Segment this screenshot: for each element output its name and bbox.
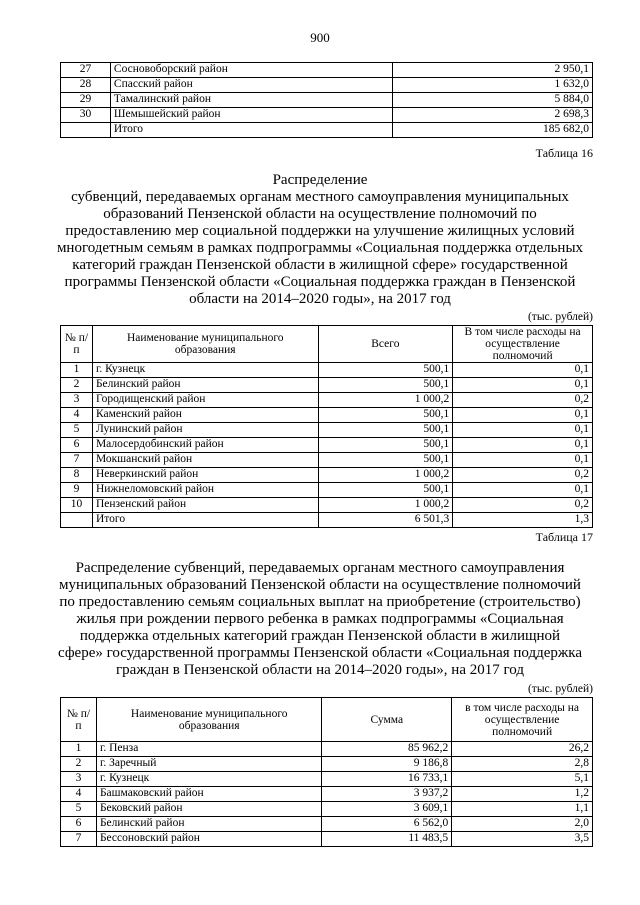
row-total: 1 000,2: [318, 498, 453, 513]
row-total: 500,1: [318, 438, 453, 453]
row-total: 500,1: [318, 453, 453, 468]
row-total: 6 562,0: [322, 817, 452, 832]
row-part: 0,2: [453, 393, 593, 408]
table-row: [61, 108, 593, 123]
table-16-heading: [40, 172, 600, 308]
row-name: Бековский район: [96, 802, 322, 817]
heading-line: образований Пензенской области на осуществление полномочий по: [103, 206, 537, 222]
table-row: [61, 378, 593, 393]
row-total: 1 000,2: [318, 468, 453, 483]
row-part: 2,8: [452, 757, 593, 772]
row-number: 7: [61, 832, 97, 847]
row-part: 1,1: [452, 802, 593, 817]
row-number: 10: [61, 498, 93, 513]
heading-line: сфере» государственной программы Пензенской области «Социальная поддержка: [57, 645, 583, 661]
row-number: 6: [61, 817, 97, 832]
row-name: г. Пенза: [96, 742, 322, 757]
row-number: 2: [61, 378, 93, 393]
table-row: [61, 123, 593, 138]
row-number: 1: [61, 363, 93, 378]
row-part: 0,1: [453, 378, 593, 393]
row-part: 0,1: [453, 423, 593, 438]
heading-line: Распределение субвенций, передаваемых органам местного самоуправления: [75, 560, 565, 576]
table-17-heading: [40, 560, 600, 679]
row-number: 8: [61, 468, 93, 483]
heading-line: категорий граждан Пензенской области в жилищной сфере» государственной: [72, 257, 568, 273]
row-part: 0,1: [453, 438, 593, 453]
row-part: 2,0: [452, 817, 593, 832]
row-total: 3 937,2: [322, 787, 452, 802]
row-name: Спасский район: [110, 78, 393, 93]
table-row: [61, 468, 593, 483]
table-row: [61, 63, 593, 78]
row-total: 500,1: [318, 363, 453, 378]
row-number: 4: [61, 408, 93, 423]
row-number: 7: [61, 453, 93, 468]
row-part: 0,1: [453, 408, 593, 423]
row-name: Итого: [110, 123, 393, 138]
row-name: Шемышейский район: [110, 108, 393, 123]
table-row: [61, 757, 593, 772]
row-name: Тамалинский район: [110, 93, 393, 108]
page-number: 900: [310, 30, 330, 45]
table-row: [61, 93, 593, 108]
row-name: Лунинский район: [92, 423, 318, 438]
table-17-units: (тыс. рублей): [527, 683, 593, 695]
table-row: [61, 832, 593, 847]
table-row: [61, 423, 593, 438]
row-number: 5: [61, 802, 97, 817]
heading-line: многодетным семьям в рамках подпрограммы «Социальная поддержка отдельных: [56, 240, 584, 256]
row-number: 29: [61, 93, 111, 108]
row-part: 0,1: [453, 363, 593, 378]
row-name: Сосновоборский район: [110, 63, 393, 78]
row-name: Башмаковский район: [96, 787, 322, 802]
heading-line: поддержка отдельных категорий граждан Пензенской области в жилищной: [79, 628, 561, 644]
heading-line: субвенций, передаваемых органам местного самоуправления муниципальных: [71, 189, 569, 205]
table-17: [60, 697, 593, 847]
col-header-part: в том числе расходы на осуществление полномочий: [452, 698, 593, 742]
row-name: Нижнеломовский район: [92, 483, 318, 498]
row-number: 2: [61, 757, 97, 772]
row-total: 500,1: [318, 423, 453, 438]
row-name: Бессоновский район: [96, 832, 322, 847]
row-part: 0,2: [453, 498, 593, 513]
col-header-num: № п/п: [61, 698, 97, 742]
table-row: [61, 772, 593, 787]
row-sum: 2 698,3: [393, 108, 593, 123]
row-sum: 5 884,0: [393, 93, 593, 108]
row-number: 4: [61, 787, 97, 802]
table-row: [61, 742, 593, 757]
row-name: Итого: [92, 513, 318, 528]
table-row: [61, 78, 593, 93]
table-row: [61, 787, 593, 802]
row-part: 5,1: [452, 772, 593, 787]
row-number: [61, 513, 93, 528]
row-name: г. Кузнецк: [92, 363, 318, 378]
row-number: 27: [61, 63, 111, 78]
row-number: 5: [61, 423, 93, 438]
col-header-total: Всего: [318, 326, 453, 363]
row-part: 0,1: [453, 483, 593, 498]
row-number: 30: [61, 108, 111, 123]
row-total: 6 501,3: [318, 513, 453, 528]
row-number: 3: [61, 393, 93, 408]
row-part: 26,2: [452, 742, 593, 757]
row-number: 6: [61, 438, 93, 453]
table-row: [61, 363, 593, 378]
heading-line: программы Пензенской области «Социальная поддержка граждан в Пензенской: [64, 274, 576, 290]
table-16-label: Таблица 16: [535, 146, 593, 160]
row-total: 1 000,2: [318, 393, 453, 408]
row-total: 3 609,1: [322, 802, 452, 817]
row-total: 85 962,2: [322, 742, 452, 757]
table-row: [61, 817, 593, 832]
row-name: Городищенский район: [92, 393, 318, 408]
row-name: Малосердобинский район: [92, 438, 318, 453]
row-number: [61, 123, 111, 138]
row-total: 16 733,1: [322, 772, 452, 787]
col-header-name: Наименование муниципального образования: [96, 698, 322, 742]
row-part: 1,2: [452, 787, 593, 802]
row-number: 9: [61, 483, 93, 498]
row-name: Мокшанский район: [92, 453, 318, 468]
heading-line: области на 2014–2020 годы», на 2017 год: [189, 291, 451, 307]
heading-line: граждан в Пензенской области на 2014–2020 годы», на 2017 год: [116, 662, 524, 678]
heading-line: жилья при рождении первого ребенка в рамках подпрограммы «Социальная: [76, 611, 564, 627]
row-name: Каменский район: [92, 408, 318, 423]
table-row: [61, 453, 593, 468]
row-name: Белинский район: [96, 817, 322, 832]
row-total: 11 483,5: [322, 832, 452, 847]
row-part: 1,3: [453, 513, 593, 528]
row-number: 28: [61, 78, 111, 93]
row-number: 1: [61, 742, 97, 757]
table-row: [61, 408, 593, 423]
table-row: [61, 393, 593, 408]
table-17-label: Таблица 17: [535, 530, 593, 544]
col-header-name: Наименование муниципального образования: [92, 326, 318, 363]
row-total: 500,1: [318, 483, 453, 498]
row-sum: 1 632,0: [393, 78, 593, 93]
col-header-part: В том числе расходы на осуществление полномочий: [453, 326, 593, 363]
row-number: 3: [61, 772, 97, 787]
heading-line: по предоставлению семьям социальных выплат на приобретение (строительство): [59, 594, 581, 610]
row-name: г. Заречный: [96, 757, 322, 772]
table-row: [61, 438, 593, 453]
heading-line: муниципальных образований Пензенской области на осуществление полномочий: [59, 577, 581, 593]
table-15-tail: [60, 62, 593, 138]
row-total: 500,1: [318, 378, 453, 393]
table-16-units: (тыс. рублей): [527, 311, 593, 323]
table-row: [61, 498, 593, 513]
row-total: 500,1: [318, 408, 453, 423]
row-part: 0,1: [453, 453, 593, 468]
col-header-num: № п/п: [61, 326, 93, 363]
heading-line: Распределение: [272, 172, 368, 188]
row-sum: 2 950,1: [393, 63, 593, 78]
table-16: [60, 325, 593, 528]
table-row: [61, 802, 593, 817]
row-total: 9 186,8: [322, 757, 452, 772]
row-part: 0,2: [453, 468, 593, 483]
col-header-total: Сумма: [322, 698, 452, 742]
row-name: Пензенский район: [92, 498, 318, 513]
table-row: [61, 483, 593, 498]
heading-line: предоставлению мер социальной поддержки на улучшение жилищных условий: [65, 223, 575, 239]
row-sum: 185 682,0: [393, 123, 593, 138]
row-name: г. Кузнецк: [96, 772, 322, 787]
row-name: Белинский район: [92, 378, 318, 393]
row-name: Неверкинский район: [92, 468, 318, 483]
table-row: [61, 513, 593, 528]
row-part: 3,5: [452, 832, 593, 847]
